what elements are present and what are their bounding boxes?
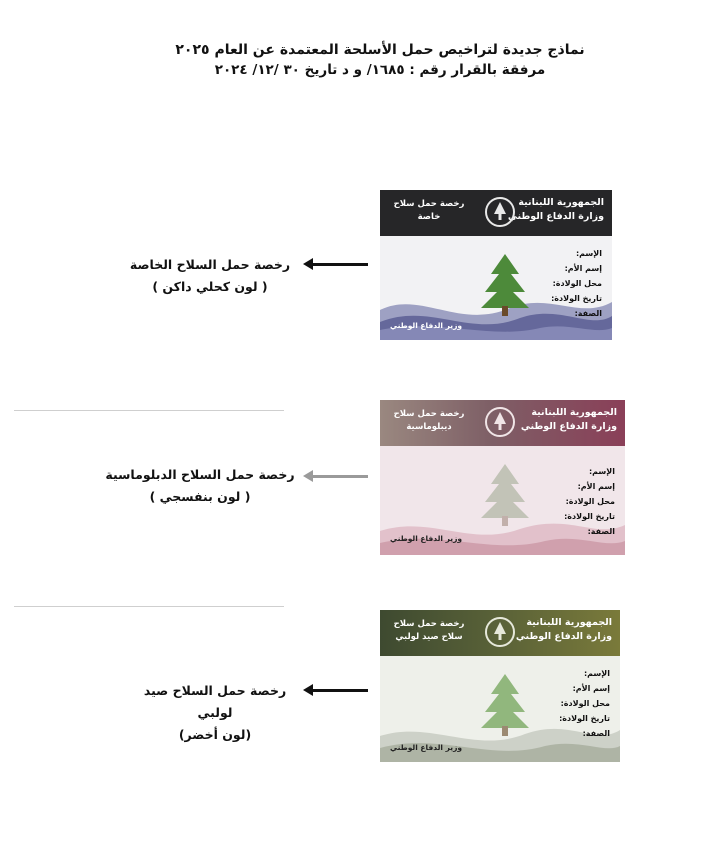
card-label-diplomatic [100,464,300,508]
card-type [390,198,468,224]
field-name: الإسم: [575,249,602,258]
card-type-line: سلاح صيد لولبي [395,632,463,642]
field-birthdate: تاريخ الولادة: [559,714,610,723]
card-issuer-line: الجمهورية اللبنانية [518,197,604,208]
card-label-title: رخصة حمل السلاح صيد لولبي [143,683,287,720]
card-issuer [508,196,604,224]
card-issuer [516,616,612,644]
field-birthplace: محل الولادة: [560,699,610,708]
field-title: الصفة: [574,309,602,318]
field-name: الإسم: [583,669,610,678]
card-type-line: رخصة حمل سلاح [393,409,465,419]
card-issuer-line: الجمهورية اللبنانية [526,617,612,628]
field-mother-name: إسم الأم: [564,264,602,273]
army-emblem-icon [482,194,518,230]
field-birthplace: محل الولادة: [565,497,615,506]
cedar-icon [475,460,535,530]
card-minister-signature: وزير الدفاع الوطني [390,321,463,330]
card-fields [559,666,610,741]
card-fields [551,246,602,321]
cedar-icon [475,670,535,740]
card-issuer-line: وزارة الدفاع الوطني [515,631,612,642]
card-type [390,618,468,644]
divider [14,410,284,411]
card-issuer [521,406,617,434]
field-birthdate: تاريخ الولادة: [551,294,602,303]
field-name: الإسم: [588,467,615,476]
card-label-title: رخصة حمل السلاح الدبلوماسية [105,467,295,482]
card-label-hunting [130,680,300,746]
field-birthplace: محل الولادة: [552,279,602,288]
card-issuer-line: الجمهورية اللبنانية [531,407,617,418]
field-mother-name: إسم الأم: [572,684,610,693]
arrow-icon [312,263,368,266]
arrow-icon [312,689,368,692]
card-label-color: ( لون كحلي داكن ) [152,279,268,294]
license-card-private [380,190,612,340]
card-minister-signature: وزير الدفاع الوطني [390,743,463,752]
card-label-color: ( لون بنفسجي ) [149,489,251,504]
document-title: نماذج جديدة لتراخيص حمل الأسلحة المعتمدة عن العام ٢٠٢٥ [175,42,585,58]
card-label-color: (لون أخضر) [178,727,252,742]
card-type-line: رخصة حمل سلاح [393,619,465,629]
card-fields [564,464,615,539]
cedar-icon [475,250,535,320]
card-label-private [120,254,300,298]
card-issuer-line: وزارة الدفاع الوطني [520,421,617,432]
field-birthdate: تاريخ الولادة: [564,512,615,521]
card-type-line: رخصة حمل سلاح [393,199,465,209]
card-label-title: رخصة حمل السلاح الخاصة [129,257,291,272]
card-minister-signature: وزير الدفاع الوطني [390,534,463,543]
card-type [390,408,468,434]
arrow-icon [312,475,368,478]
card-issuer-line: وزارة الدفاع الوطني [507,211,604,222]
army-emblem-icon [482,614,518,650]
document-subtitle: مرفقة بالقرار رقم : ١٦٨٥/ و د تاريخ ٣٠ /١٢/ ٢٠٢٤ [214,62,546,78]
license-card-hunting [380,610,620,762]
card-type-line: ديبلوماسية [406,422,452,432]
army-emblem-icon [482,404,518,440]
license-card-diplomatic [380,400,625,555]
field-title: الصفة: [582,729,610,738]
field-mother-name: إسم الأم: [577,482,615,491]
card-type-line: خاصة [417,212,441,222]
field-title: الصفة: [587,527,615,536]
divider [14,606,284,607]
